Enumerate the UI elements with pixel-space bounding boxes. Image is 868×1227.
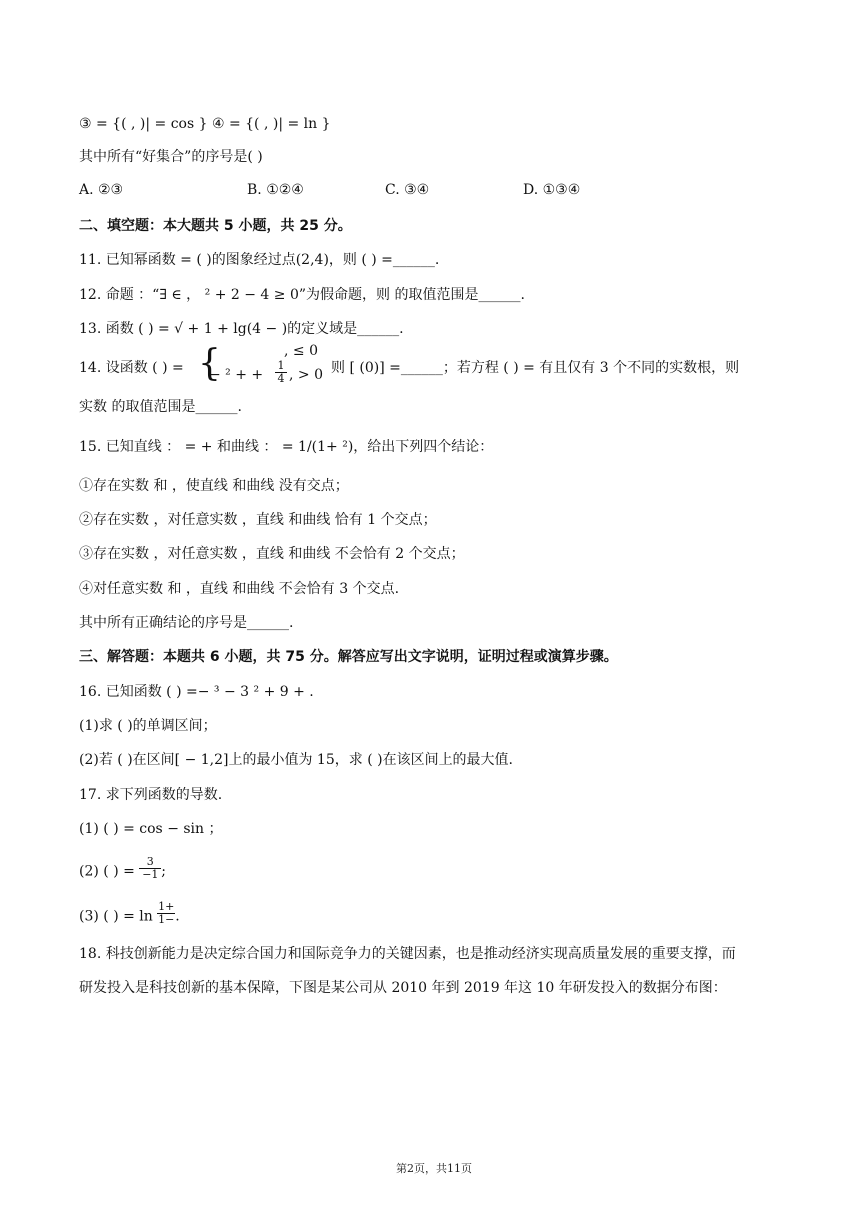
section-heading-answer: 三、解答题：本题共 6 小题，共 75 分。解答应写出文字说明，证明过程或演算步骤。: [79, 649, 618, 665]
question-15-statement-1: ①存在实数 和 ，使直线 和曲线 没有交点；: [79, 478, 349, 494]
question-15-statement-3: ③存在实数 ，对任意实数 ，直线 和曲线 不会恰有 2 个交点；: [79, 546, 465, 562]
q17c-end: .: [175, 908, 180, 925]
question-12: 12. 命题 ：“∃ ∈ ， ² + 2 − 4 ≥ 0”为假命题，则 的取值范围是______.: [79, 287, 525, 303]
question-15-conclusion: 其中所有正确结论的序号是______.: [79, 615, 294, 631]
option-d: D. ①③④: [523, 182, 581, 198]
option-line-3-4: ③ = {( , )| = cos } ④ = {( , )| = ln }: [79, 116, 331, 132]
q17b-den: −1: [142, 868, 159, 881]
q14-frac-den: 4: [277, 372, 285, 385]
q14-case1: , ≤ 0: [284, 343, 318, 359]
question-stem: 其中所有“好集合”的序号是( ): [79, 149, 263, 165]
question-15: 15. 已知直线 ： = + 和曲线 ： = 1/(1+ ²)，给出下列四个结论：: [79, 439, 494, 455]
question-14-continued: 实数 的取值范围是______.: [79, 399, 242, 415]
question-16: 16. 已知函数 ( ) =− ³ − 3 ² + 9 + .: [79, 684, 314, 700]
question-11: 11. 已知幂函数 = ( )的图象经过点(2,4)，则 ( ) =______.: [79, 252, 440, 268]
question-13: 13. 函数 ( ) = √ + 1 + lg(4 − )的定义域是______.: [79, 321, 404, 337]
q17c-den: 1−: [158, 913, 175, 926]
q14-frac-num: 1: [275, 360, 287, 373]
question-17-part-2: [79, 855, 167, 884]
q14-suffix: 则 [ (0)] =______；若方程 ( ) = 有且仅有 3 个不同的实数根，则: [331, 360, 740, 376]
q17b-frac: [139, 856, 161, 881]
question-17-part-3: [79, 900, 180, 929]
q14-brace: {: [198, 343, 221, 384]
question-15-statement-4: ④对任意实数 和 ，直线 和曲线 不会恰有 3 个交点.: [79, 581, 400, 597]
q14-case2: − ² + +: [209, 367, 264, 383]
question-15-statement-2: ②存在实数 ，对任意实数 ，直线 和曲线 恰有 1 个交点；: [79, 512, 437, 528]
question-16-part-1: (1)求 ( )的单调区间；: [79, 718, 217, 734]
question-18-line-1: 18. 科技创新能力是决定综合国力和国际竞争力的关键因素，也是推动经济实现高质量发展的重要支撑，而: [79, 946, 736, 962]
option-b: B. ①②④: [247, 182, 304, 198]
q17c-num: 1+: [158, 900, 175, 913]
q17c-prefix: (3) ( ) = ln: [79, 908, 153, 925]
question-17: 17. 求下列函数的导数.: [79, 787, 223, 803]
q17b-prefix: (2) ( ) =: [79, 863, 140, 880]
section-heading-fill-in: 二、填空题：本大题共 5 小题，共 25 分。: [79, 218, 352, 234]
q17c-frac: [157, 901, 175, 926]
q14-prefix: 14. 设函数 ( ) =: [79, 360, 184, 376]
page-footer: 第2页，共11页: [396, 1162, 472, 1175]
option-a: A. ②③: [79, 182, 124, 198]
question-17-part-1: (1) ( ) = cos − sin ；: [79, 821, 223, 837]
q14-frac: [275, 360, 287, 385]
question-14: [79, 343, 839, 389]
question-18-line-2: 研发投入是科技创新的基本保障，下图是某公司从 2010 年到 2019 年这 10 年研发投入的数据分布图：: [79, 980, 727, 996]
q17b-num: 3: [139, 856, 161, 869]
q17b-end: ;: [161, 863, 167, 880]
option-c: C. ③④: [385, 182, 430, 198]
question-16-part-2: (2)若 ( )在区间[ − 1,2]上的最小值为 15，求 ( )在该区间上的最大值.: [79, 752, 514, 768]
q14-case2-cond: , > 0: [289, 367, 323, 383]
